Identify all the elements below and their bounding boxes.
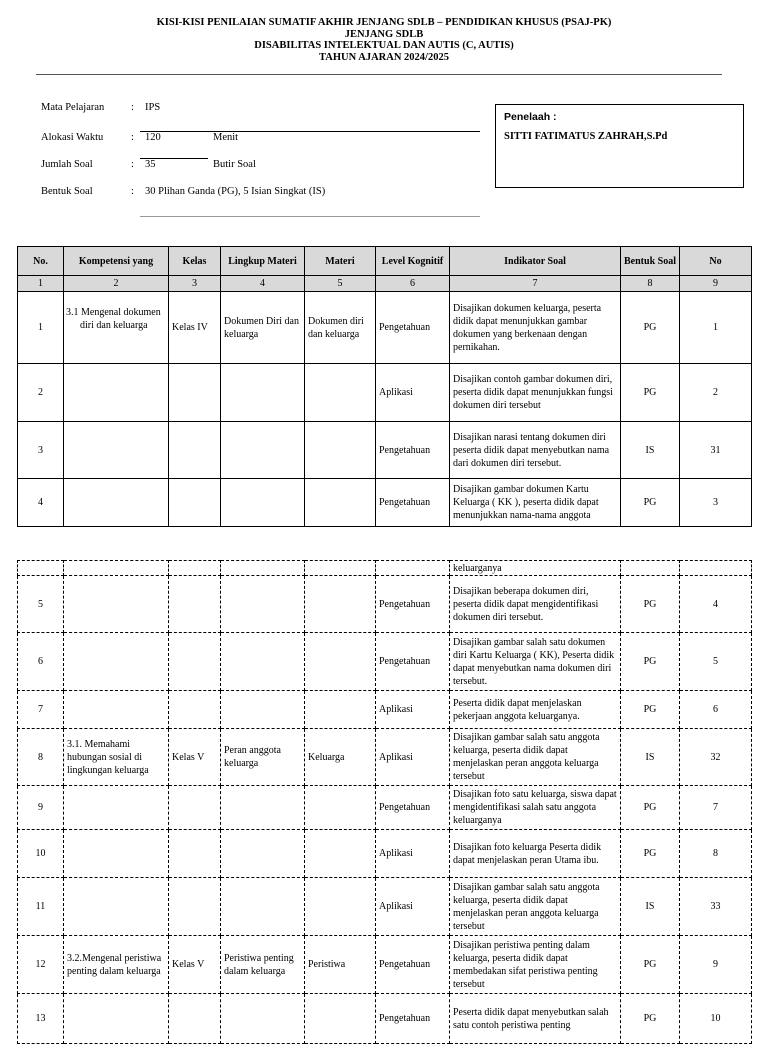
column-number-row: 1 2 3 4 5 6 7 8 9 [18,276,752,292]
table-header-row [18,247,752,276]
jumlah-value: 35 [145,159,156,170]
table-row: 8 3.1. Memahami hubungan sosial di lingkungan keluarga Kelas V Peran anggota keluarga Keluarga Aplikasi Disajikan gambar salah satu anggota keluarga, peserta didik dapat menjelaskan peran anggota keluarga tersebut IS 32 [18,729,752,786]
header-no: No. [18,247,64,276]
title-line-3: DISABILITAS INTELEKTUAL DAN AUTIS (C, AUTIS) [254,40,514,51]
table-row: 7 Aplikasi Peserta didik dapat menjelaskan pekerjaan anggota keluarganya. PG 6 [18,691,752,729]
table-row: 10 Aplikasi Disajikan foto keluarga Peserta didik dapat menjelaskan peran Utama ibu. PG 8 [18,830,752,878]
continuation-row [18,561,752,576]
jumlah-label: Jumlah Soal [41,159,93,170]
underline-bentuk [140,216,480,217]
reviewer-name: SITTI FATIMATUS ZAHRAH,S.Pd [504,131,668,142]
header-kelas: Kelas [169,247,221,276]
mapel-value: IPS [145,102,161,113]
jumlah-unit: Butir Soal [213,159,256,170]
table-row: 3 Pengetahuan Disajikan narasi tentang dokumen diri peserta didik dapat menyebutkan nama dari dokumen diri tersebut. IS 31 [18,422,752,479]
underline-mapel [140,131,480,132]
table-row: 12 3.2.Mengenal peristiwa penting dalam keluarga Kelas V Peristiwa penting dalam keluarga Peristiwa Pengetahuan Disajikan peristiwa penting dalam keluarga, peserta didik dapat membedakan sifat peristiwa penting tersebut PG 9 [18,936,752,994]
continuation-text: keluarganya [450,561,621,576]
bentuk-label: Bentuk Soal [41,186,93,197]
kisi-table-page-1 [17,246,752,527]
reviewer-label: Penelaah : [504,111,557,123]
header-materi: Materi [305,247,376,276]
header-level: Level Kognitif [376,247,450,276]
header-lingkup: Lingkup Materi [221,247,305,276]
table-row: 9 Pengetahuan Disajikan foto satu keluarga, siswa dapat mengidentifikasi salah satu anggota keluarganya PG 7 [18,786,752,830]
table-row: 5 Pengetahuan Disajikan beberapa dokumen diri, peserta didik dapat mengidentifikasi dokumen diri tersebut. PG 4 [18,576,752,633]
header-nomor: No [680,247,752,276]
title-line-2: JENJANG SDLB [344,28,424,40]
alokasi-label: Alokasi Waktu [41,132,104,143]
mapel-label: Mata Pelajaran [41,102,105,113]
table-row: 11 Aplikasi Disajikan gambar salah satu anggota keluarga, peserta didik dapat menjelaskan peran anggota keluarga tersebut IS 33 [18,878,752,936]
header-bentuk: Bentuk Soal [621,247,680,276]
table-row: 4 Pengetahuan Disajikan gambar dokumen Kartu Keluarga ( KK ), peserta didik dapat menunjukkan nama-nama anggota PG 3 [18,479,752,527]
table-row: 6 Pengetahuan Disajikan gambar salah satu dokumen diri Kartu Keluarga ( KK), Peserta didik dapat menyebutkan nama dokumen diri tersebut. PG 5 [18,633,752,691]
header-indikator: Indikator Soal [450,247,621,276]
document-title [0,17,768,63]
header-kompetensi: Kompetensi yang [64,247,169,276]
table-row: 2 Aplikasi Disajikan contoh gambar dokumen diri, peserta didik dapat menunjukkan fungsi dokumen diri tersebut PG 2 [18,364,752,422]
title-line-1: KISI-KISI PENILAIAN SUMATIF AKHIR JENJANG SDLB – PENDIDIKAN KHUSUS (PSAJ-PK) [156,17,612,28]
table-row: 13 Pengetahuan Peserta didik dapat menyebutkan salah satu contoh peristiwa penting PG 10 [18,994,752,1044]
alokasi-value: 120 [145,132,161,143]
header-divider [36,74,722,75]
table-row: 1 3.1 Mengenal dokumen diri dan keluarga Kelas IV Dokumen Diri dan keluarga Dokumen diri dan keluarga Pengetahuan Disajikan dokumen keluarga, peserta didik dapat menunjukkan gambar dokumen yang berkenaan dengan pernikahan. PG 1 [18,292,752,364]
kisi-table-page-2 [17,560,752,1044]
bentuk-value: 30 Plihan Ganda (PG), 5 Isian Singkat (IS) [145,186,326,197]
title-line-4: TAHUN AJARAN 2024/2025 [319,51,449,63]
reviewer-box [495,104,744,188]
alokasi-unit: Menit [213,132,239,143]
